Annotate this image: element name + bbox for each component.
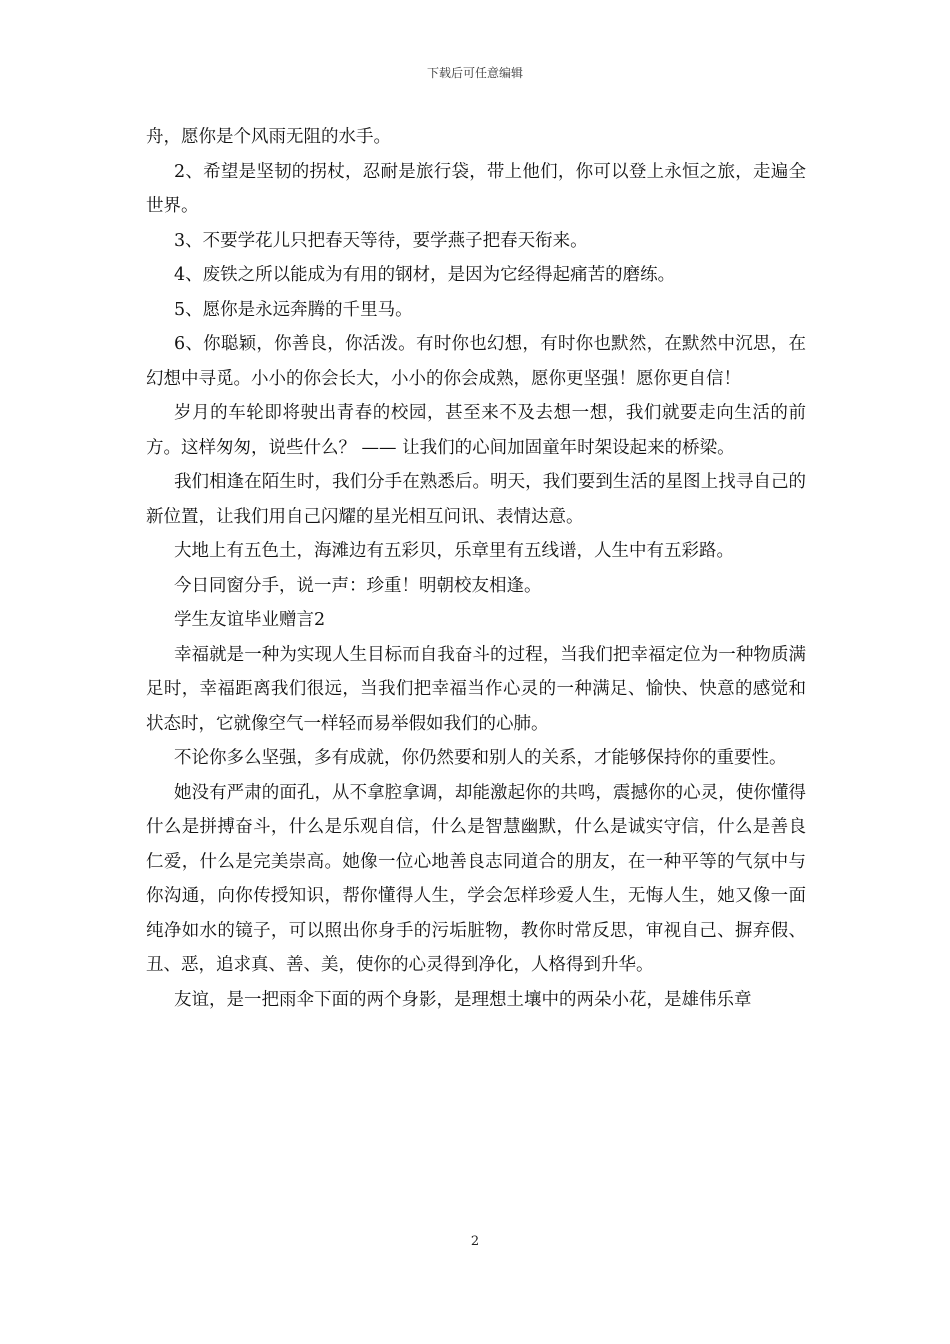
paragraph: 她没有严肃的面孔，从不拿腔拿调，却能激起你的共鸣，震撼你的心灵，使你懂得什么是拼搏奋斗，什么是乐观自信，什么是智慧幽默，什么是诚实守信，什么是善良仁爱，什么是完美崇高。她像一位心地善良志同道合的朋友，在一种平等的气氛中与你沟通，向你传授知识，帮你懂得人生，学会怎样珍爱人生，无悔人生，她又像一面纯净如水的镜子，可以照出你身手的污垢脏物，教你时常反思，审视自己、摒弃假、丑、恶，追求真、善、美，使你的心灵得到净化，人格得到升华。 <box>146 782 806 975</box>
paragraph: 不论你多么坚强，多有成就，你仍然要和别人的关系，才能够保持你的重要性。 <box>174 748 787 768</box>
page-number: 2 <box>470 1234 480 1249</box>
paragraph: 今日同窗分手，说一声：珍重！明朝校友相逢。 <box>174 575 542 596</box>
paragraph: 2、希望是坚韧的拐杖，忍耐是旅行袋，带上他们，你可以登上永恒之旅，走遍全世界。 <box>146 161 806 216</box>
document-body <box>146 120 806 1017</box>
paragraph: 岁月的车轮即将驶出青春的校园，甚至来不及去想一想，我们就要走向生活的前方。这样匆匆，说些什么？ —— 让我们的心间加固童年时架设起来的桥梁。 <box>146 403 806 458</box>
paragraph: 5、愿你是永远奔腾的千里马。 <box>174 299 413 320</box>
paragraph: 我们相逢在陌生时，我们分手在熟悉后。明天，我们要到生活的星图上找寻自己的新位置，让我们用自己闪耀的星光相互问讯、表情达意。 <box>146 472 806 527</box>
section-heading: 学生友谊毕业赠言2 <box>174 610 326 630</box>
page-header: 下载后可任意编辑 <box>426 66 523 80</box>
paragraph: 3、不要学花儿只把春天等待，要学燕子把春天衔来。 <box>174 230 588 251</box>
paragraph: 幸福就是一种为实现人生目标而自我奋斗的过程，当我们把幸福定位为一种物质满足时，幸福距离我们很远，当我们把幸福当作心灵的一种满足、愉快、快意的感觉和状态时，它就像空气一样轻而易举假如我们的心肺。 <box>146 644 806 734</box>
paragraph: 6、你聪颖，你善良，你活泼。有时你也幻想，有时你也默然，在默然中沉思，在幻想中寻觅。小小的你会长大，小小的你会成熟，愿你更坚强！愿你更自信！ <box>146 334 806 389</box>
paragraph: 舟，愿你是个风雨无阻的水手。 <box>146 127 391 147</box>
paragraph: 4、废铁之所以能成为有用的钢材，是因为它经得起痛苦的磨练。 <box>174 265 676 285</box>
paragraph: 大地上有五色土，海滩边有五彩贝，乐章里有五线谱，人生中有五彩路。 <box>174 541 734 561</box>
paragraph: 友谊，是一把雨伞下面的两个身影，是理想土壤中的两朵小花，是雄伟乐章 <box>174 989 752 1010</box>
